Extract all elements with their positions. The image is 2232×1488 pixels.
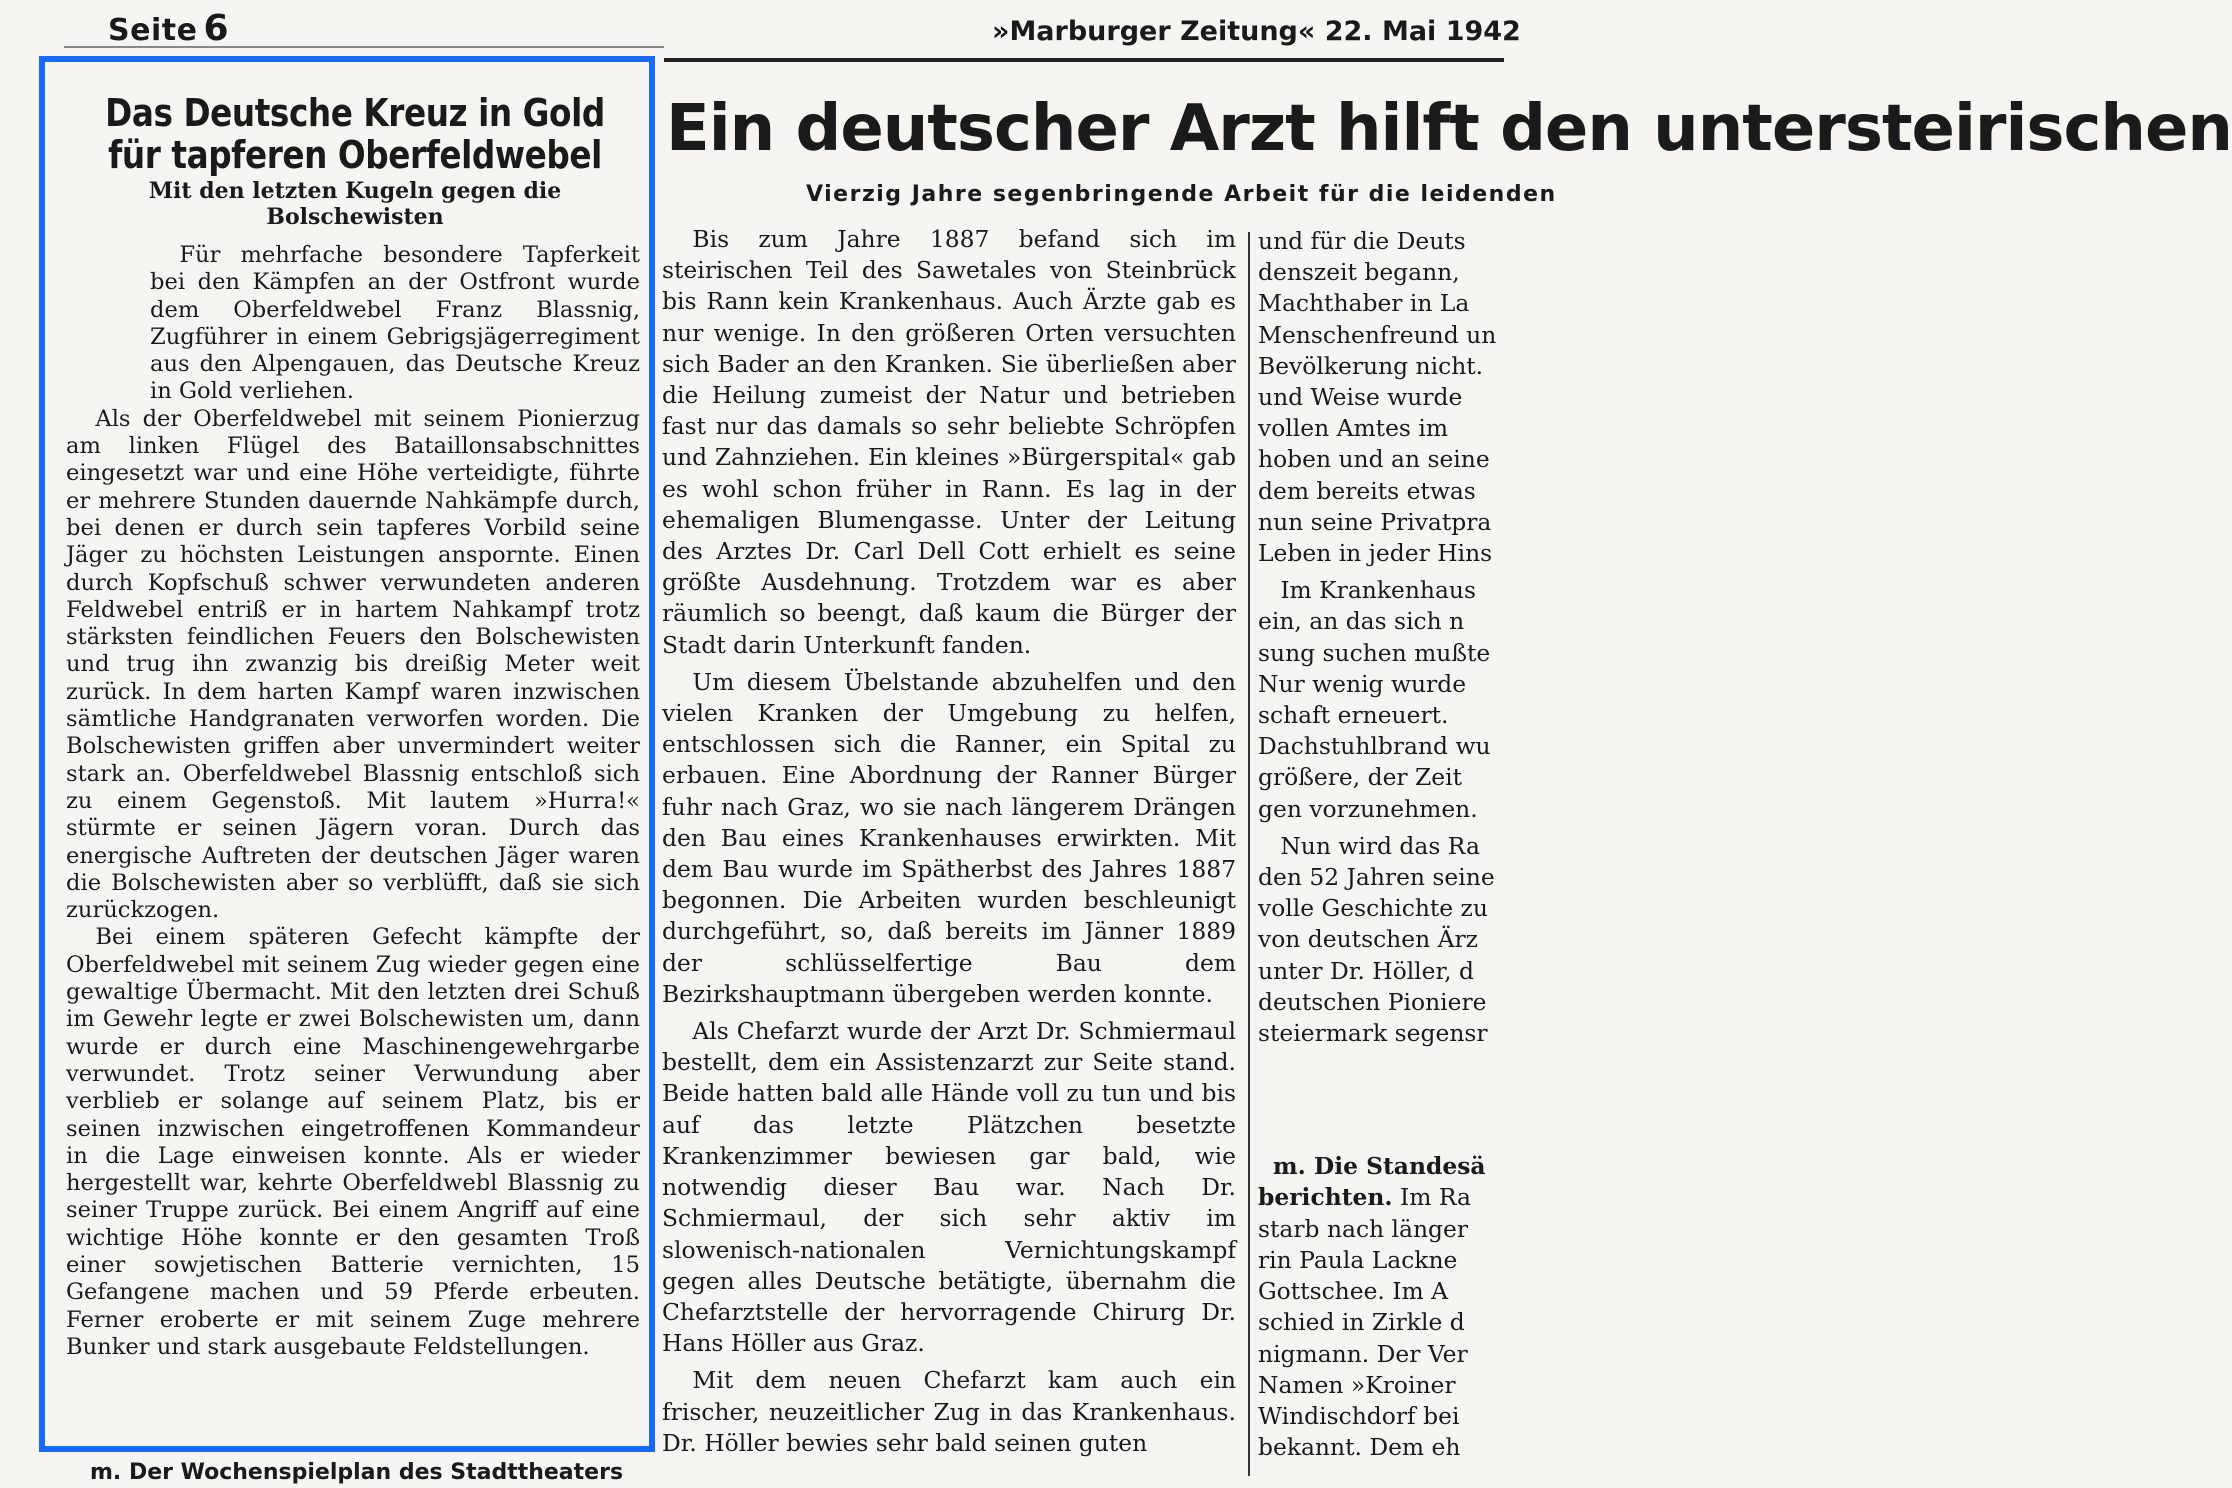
right-column <box>1258 226 1504 1476</box>
left-paragraph: Als der Oberfeldwebel mit seinem Pionierzug am linken Flügel des Bataillonsabschnittes eingesetzt war und eine Höhe verteidigte, führte er mehrere Stunden dauernde Nahkämpfe durch, bei denen er durch sein tapferes Vorbild seine Jäger zu höchsten Leistungen anspornte. Einen durch Kopfschuß schwer verwundeten anderen Feldwebel entriß er in hartem Nahkampf trotz stärksten feindlichen Feuers den Bolschewisten und trug ihn zwanzig bis dreißig Meter weit zurück. In dem harten Kampf waren inzwischen sämtliche Handgranaten verworfen worden. Die Bolschewisten griffen aber unvermindert weiter stark an. Oberfeldwebel Blassnig entschloß sich zu einem Gegenstoß. Mit lautem »Hurra!« stürmte er seinen Jägern voran. Durch das energische Auftreten der deutschen Jäger waren die Bolschewisten aber so verblüfft, daß sie sich zurückzogen. <box>66 405 640 924</box>
right-line: denszeit begann, <box>1258 258 1460 287</box>
right-line: Machthaber in La <box>1258 289 1470 318</box>
right-line: steiermark segensr <box>1258 1019 1488 1048</box>
right-line: Bevölkerung nicht. <box>1258 351 1484 380</box>
right-line: rin Paula Lackne <box>1258 1245 1458 1274</box>
right-line: deutschen Pioniere <box>1258 987 1487 1016</box>
page-number-value: 6 <box>203 8 229 49</box>
right-line: Im Krankenhaus <box>1280 576 1476 605</box>
left-paragraph: Bei einem späteren Gefecht kämpfte der Oberfeldwebel mit seinem Zug wieder gegen eine gewaltige Übermacht. Mit den letzten drei Schuß im Gewehr legte er zwei Bolschewisten um, dann wurde er durch eine Maschinengewehrgarbe verwundet. Trotz seiner Verwundung aber verblieb er solange auf seinem Platz, bis er seinen inzwischen eingetroffenen Kommandeur in die Lage einweisen konnte. Als er wieder hergestellt war, kehrte Oberfeldwebl Blassnig zu seiner Truppe zurück. Bei einem Angriff auf eine wichtige Höhe konnte er den gesamten Troß einer sowjetischen Batterie vernichten, 15 Gefangene machen und 59 Pferde erbeuten. Ferner eroberte er mit seinem Zuge mehrere Bunker und stark ausgebaute Feldstellungen. <box>66 924 640 1360</box>
masthead-date: »Marburger Zeitung« 22. Mai 1942 <box>992 16 1521 47</box>
right-line: Dachstuhlbrand wu <box>1258 732 1491 761</box>
right-line: größere, der Zeit <box>1258 763 1463 792</box>
left-article-body <box>66 242 640 1442</box>
right-line: unter Dr. Höller, d <box>1258 956 1474 985</box>
main-paragraph: Bis zum Jahre 1887 befand sich im steirischen Teil des Sawetales von Steinbrück bis Rann kein Krankenhaus. Auch Ärzte gab es nur wenige. In den größeren Orten versuchten sich Bader an den Kranken. Sie überließen aber die Heilung zumeist der Natur und betrieben fast nur das damals so sehr beliebte Schröpfen und Zahnziehen. Ein kleines »Bürgerspital« gab es wohl schon früher in Rann. Es lag in der ehemaligen Blumengasse. Unter der Leitung des Arztes Dr. Carl Dell Cott erhielt es seine größte Ausdehnung. Trotzdem war es aber räumlich so beengt, daß kaum die Bürger der Stadt darin Unterkunft fanden. <box>662 225 1236 659</box>
right-line: bekannt. Dem eh <box>1258 1433 1461 1462</box>
right-line: vollen Amtes im <box>1258 414 1449 443</box>
short-news-lead-2: berichten. <box>1258 1183 1393 1212</box>
right-line: dem bereits etwas <box>1258 476 1476 505</box>
right-paragraph-3 <box>1258 831 1504 1049</box>
right-line: nun seine Privatpra <box>1258 507 1492 536</box>
main-paragraph: Um diesem Übelstande abzuhelfen und den vielen Kranken der Umgebung zu helfen, entschlossen sich die Ranner, ein Spital zu erbauen. Eine Abordnung der Ranner Bürger fuhr nach Graz, wo sie nach längerem Drängen den Bau eines Krankenhauses erwirkten. Mit dem Bau wurde im Spätherbst des Jahres 1887 begonnen. Die Arbeiten wurden beschleunigt durchgeführt, so, daß bereits im Jänner 1889 der schlüsselfertige Bau dem Bezirkshauptmann übergeben werden konnte. <box>662 667 1236 1008</box>
right-line: Windischdorf bei <box>1258 1401 1460 1430</box>
next-article-headline: m. Der Wochenspielplan des Stadttheaters <box>90 1460 624 1485</box>
right-line: und Weise wurde <box>1258 383 1463 412</box>
right-line: Nur wenig wurde <box>1258 669 1467 698</box>
left-paragraph: Für mehrfache besondere Tapferkeit bei den Kämpfen an der Ostfront wurde dem Oberfeldwebel Franz Blassnig, Zugführer in einem Gebrigsjägerregiment aus den Alpengauen, das Deutsche Kreuz in Gold verliehen. <box>150 242 640 405</box>
main-paragraph: Mit dem neuen Chefarzt kam auch ein frischer, neuzeitlicher Zug in das Krankenhaus. Dr. Höller bewies sehr bald seinen guten <box>662 1366 1236 1457</box>
left-article-headline: Das Deutsche Kreuz in Gold für tapferen Oberfeldwebel <box>105 91 605 177</box>
right-paragraph-2 <box>1258 575 1504 825</box>
right-line: volle Geschichte zu <box>1258 894 1488 923</box>
main-article-column <box>662 224 1236 1476</box>
main-paragraph: Als Chefarzt wurde der Arzt Dr. Schmiermaul bestellt, dem ein Assistenzarzt zur Seite stand. Beide hatten bald alle Hände voll zu tun und bis auf das letzte Plätzchen besetzte Krankenzimmer bewiesen gar bald, wie notwendig dieser Bau war. Nach Dr. Schmiermaul, der sich sehr aktiv im slowenisch-nationalen Vernichtungskampf gegen alles Deutsche betätigte, übernahm die Chefarztstelle der hervorragende Chirurg Dr. Hans Höller aus Graz. <box>662 1017 1236 1358</box>
right-line: schaft erneuert. <box>1258 701 1449 730</box>
header-rule <box>664 58 1504 62</box>
right-line: und für die Deuts <box>1258 227 1466 255</box>
right-line: Leben in jeder Hins <box>1258 539 1493 568</box>
page-number <box>108 8 229 49</box>
right-line: sung suchen mußte <box>1258 638 1491 667</box>
right-line: schied in Zirkle d <box>1258 1308 1465 1337</box>
right-line: Menschenfreund un <box>1258 320 1497 349</box>
right-line: nigmann. Der Ver <box>1258 1339 1468 1368</box>
right-line: Im Ra <box>1399 1183 1471 1212</box>
right-line: ein, an das sich n <box>1258 607 1465 636</box>
right-line: den 52 Jahren seine <box>1258 863 1495 892</box>
right-paragraph-1 <box>1258 226 1504 569</box>
main-article-headline: Ein deutscher Arzt hilft den untersteirischen <box>666 92 2232 166</box>
left-article-subheadline: Mit den letzten Kugeln gegen die Bolschewisten <box>148 178 562 230</box>
right-line: Gottschee. Im A <box>1258 1277 1449 1306</box>
right-line: gen vorzunehmen. <box>1258 794 1478 823</box>
right-line: Nun wird das Ra <box>1280 831 1480 860</box>
main-article-subheadline: Vierzig Jahre segenbringende Arbeit für die leidenden <box>806 182 1557 207</box>
column-divider <box>1248 232 1250 1476</box>
right-line: starb nach länger <box>1258 1214 1469 1243</box>
short-news <box>1258 1151 1504 1463</box>
right-line: Namen »Kroiner <box>1258 1370 1456 1399</box>
right-line: hoben und an seine <box>1258 445 1490 474</box>
right-line: von deutschen Ärz <box>1258 925 1478 954</box>
column-gap <box>1258 1055 1504 1151</box>
short-news-lead: m. Die Standesä <box>1272 1152 1486 1181</box>
page-label: Seite <box>108 13 198 48</box>
